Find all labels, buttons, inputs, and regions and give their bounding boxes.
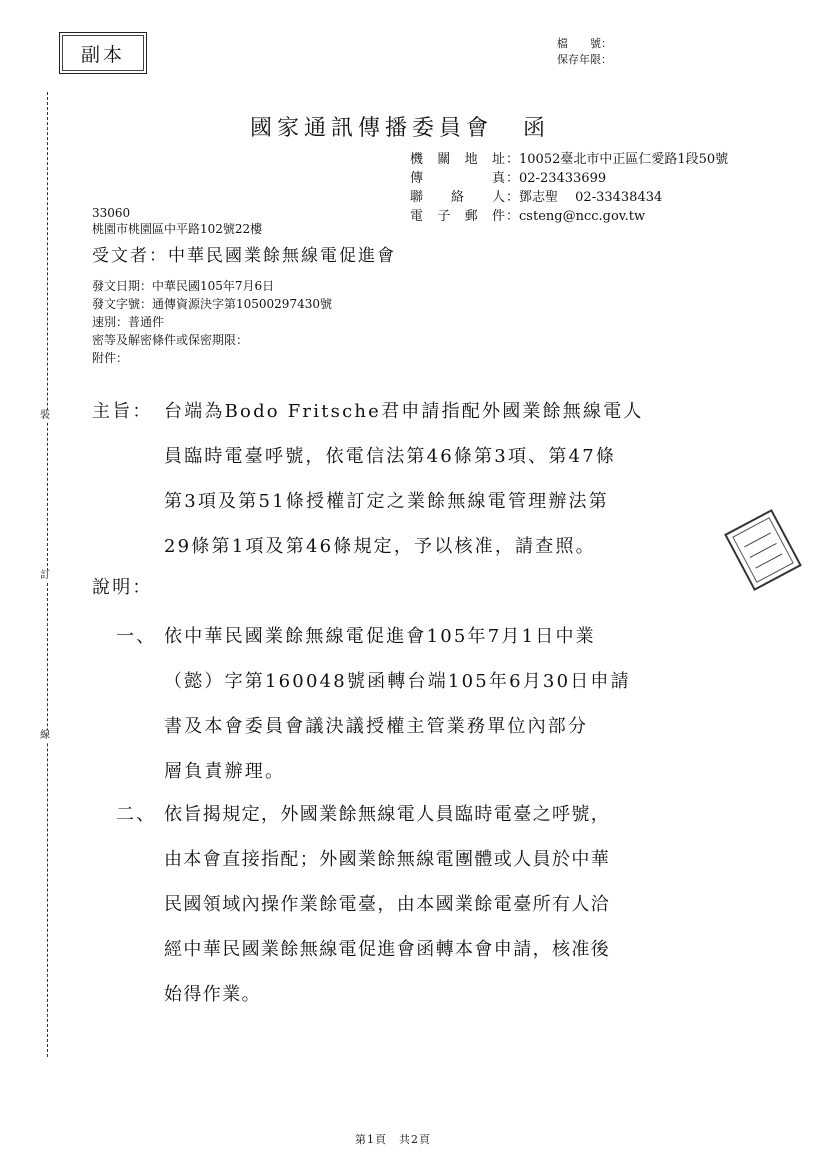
address-label: 機關地址 (410, 152, 506, 167)
binding-mark-ding: 訂 (40, 570, 50, 581)
subject-line-2: 員臨時電臺呼號，依電信法第46條第3項、第47條 (164, 446, 617, 467)
document-title (250, 111, 550, 142)
address-value: 10052臺北市中正區仁愛路1段50號 (519, 152, 729, 167)
contact-label: 聯 絡 人 (410, 190, 506, 205)
sender-email-row: 電子郵件：csteng@ncc.gov.tw (410, 209, 646, 224)
item-2-line-1: 依旨揭規定，外國業餘無線電人員臨時電臺之呼號， (164, 804, 611, 825)
item-1-line-2: （懿）字第160048號函轉台端105年6月30日申請 (164, 671, 631, 692)
sender-contact-row: 聯 絡 人：鄧志聖 02-33438434 (410, 190, 663, 205)
issue-date: 發文日期：中華民國105年7月6日 (92, 279, 275, 293)
item-2-line-5: 始得作業。 (164, 984, 261, 1005)
item-1-line-1: 依中華民國業餘無線電促進會105年7月1日中業 (164, 626, 596, 647)
recipient: 受文者：中華民國業餘無線電促進會 (92, 246, 396, 266)
contact-value: 鄧志聖 02-33438434 (519, 190, 663, 205)
sender-address-row: 機關地址：10052臺北市中正區仁愛路1段50號 (410, 152, 729, 167)
subject-line-3: 第3項及第51條授權訂定之業餘無線電管理辦法第 (164, 491, 609, 512)
retention-label: 保存年限： (557, 53, 612, 66)
binding-mark-xian: 線 (40, 730, 50, 741)
item-1-number: 一、 (116, 626, 157, 647)
document-type: 函 (523, 116, 551, 141)
item-1-line-3: 書及本會委員會議決議授權主管業務單位內部分 (164, 716, 589, 737)
attachment: 附件： (92, 351, 129, 365)
file-number-label: 檔 號： (557, 37, 612, 50)
email-label: 電子郵件 (410, 209, 506, 224)
agency-name: 國家通訊傳播委員會 (250, 116, 494, 141)
delivery-speed: 速別：普通件 (92, 315, 165, 329)
fax-label: 傳 真 (410, 171, 506, 186)
item-2-line-2: 由本會直接指配；外國業餘無線電團體或人員於中華 (164, 849, 611, 870)
item-1-line-4: 層負責辦理。 (164, 761, 286, 782)
recipient-address: 桃園市桃園區中平路102號22樓 (92, 222, 263, 236)
sender-fax-row: 傳 真：02-23433699 (410, 171, 607, 186)
document-number: 發文字號：通傳資源決字第10500297430號 (92, 297, 332, 311)
item-2-line-3: 民國領域內操作業餘電臺，由本國業餘電臺所有人洽 (164, 894, 611, 915)
email-value: csteng@ncc.gov.tw (519, 209, 646, 224)
subject-line-1: 台端為Bodo Fritsche君申請指配外國業餘無線電人 (164, 401, 644, 422)
fax-value: 02-23433699 (519, 171, 607, 186)
item-2-line-4: 經中華民國業餘無線電促進會函轉本會申請，核准後 (164, 939, 611, 960)
item-2-number: 二、 (116, 804, 157, 825)
recipient-postal-code: 33060 (92, 206, 131, 220)
official-seal (724, 509, 802, 591)
security-level: 密等及解密條件或保密期限： (92, 333, 249, 347)
subject-label: 主旨： (92, 401, 153, 422)
binding-mark-zhuang: 裝 (40, 410, 50, 421)
copy-stamp (59, 32, 147, 74)
copy-label: 副本 (80, 43, 125, 66)
page-number: 第1頁 共2頁 (355, 1133, 431, 1146)
explanation-label: 說明： (92, 577, 153, 598)
subject-line-4: 29條第1項及第46條規定，予以核准，請查照。 (164, 536, 596, 557)
